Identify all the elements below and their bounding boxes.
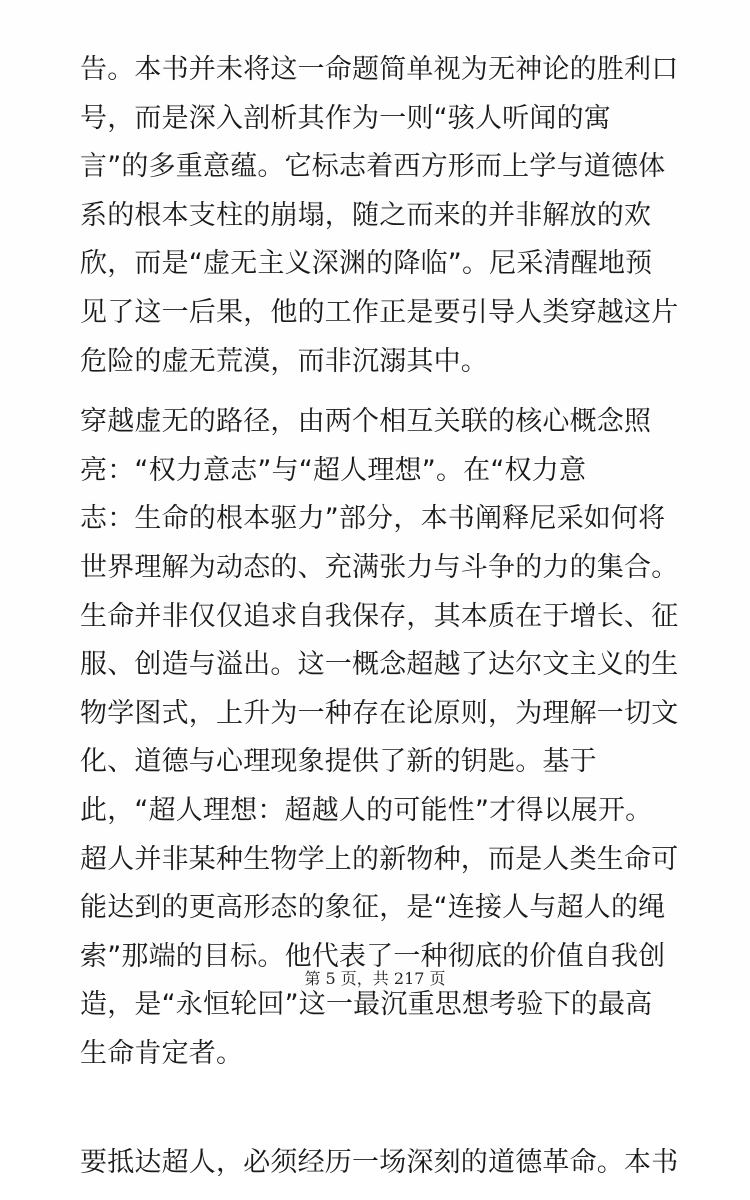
- text-line: 亮：“权力意志”与“超人理想”。在“权力意: [80, 454, 587, 486]
- text-line: 号，而是深入剖析其作为一则“骇人听闻的寓: [80, 102, 611, 134]
- text-line: 危险的虚无荒漠，而非沉溺其中。: [80, 345, 488, 377]
- text-line: 告。本书并未将这一命题简单视为无神论的胜利口: [80, 54, 679, 85]
- text-line: 要抵达超人，必须经历一场深刻的道德革命。本书: [80, 1147, 679, 1179]
- text-line: 化、道德与心理现象提供了新的钥匙。基于: [80, 746, 597, 778]
- text-line: 穿越虚无的路径，由两个相互关联的核心概念照: [80, 406, 652, 438]
- text-line: 此，“超人理想：超越人的可能性”才得以展开。: [80, 794, 653, 826]
- text-line: 欣，而是“虚无主义深渊的降临”。尼采清醒地预: [80, 248, 653, 280]
- text-line: 系的根本支柱的崩塌，随之而来的并非解放的欢: [80, 199, 652, 231]
- text-line: 物学图式，上升为一种存在论原则，为理解一切文: [80, 697, 679, 729]
- text-line: 言”的多重意蕴。它标志着西方形而上学与道德体: [80, 151, 666, 183]
- text-line: [80, 1078, 668, 1127]
- text-line: 见了这一后果，他的工作正是要引导人类穿越这片: [80, 296, 679, 328]
- paragraph-1: [80, 46, 679, 386]
- text-line: 生命肯定者。: [80, 1037, 244, 1069]
- text-line: 世界理解为动态的、充满张力与斗争的力的集合。: [80, 551, 679, 583]
- page-number-footer: 第 5 页，共 217 页: [304, 969, 446, 988]
- text-line: 能达到的更高形态的象征，是“连接人与超人的绳: [80, 892, 666, 924]
- text-line: 超人并非某种生物学上的新物种，而是人类生命可: [80, 843, 679, 875]
- text-line: 服、创造与溢出。这一概念超越了达尔文主义的生: [80, 649, 679, 681]
- text-line: 造，是“永恒轮回”这一最沉重思想考验下的最高: [80, 989, 653, 1021]
- paragraph-3: [80, 1139, 679, 1188]
- text-line: 索”那端的目标。他代表了一种彻底的价值自我创: [80, 940, 666, 972]
- text-line: 志：生命的根本驱力”部分，本书阐释尼采如何将: [80, 503, 666, 535]
- body-text: [80, 46, 679, 1200]
- text-line: 生命并非仅仅追求自我保存，其本质在于增长、征: [80, 600, 679, 632]
- paragraph-2: [80, 398, 679, 1127]
